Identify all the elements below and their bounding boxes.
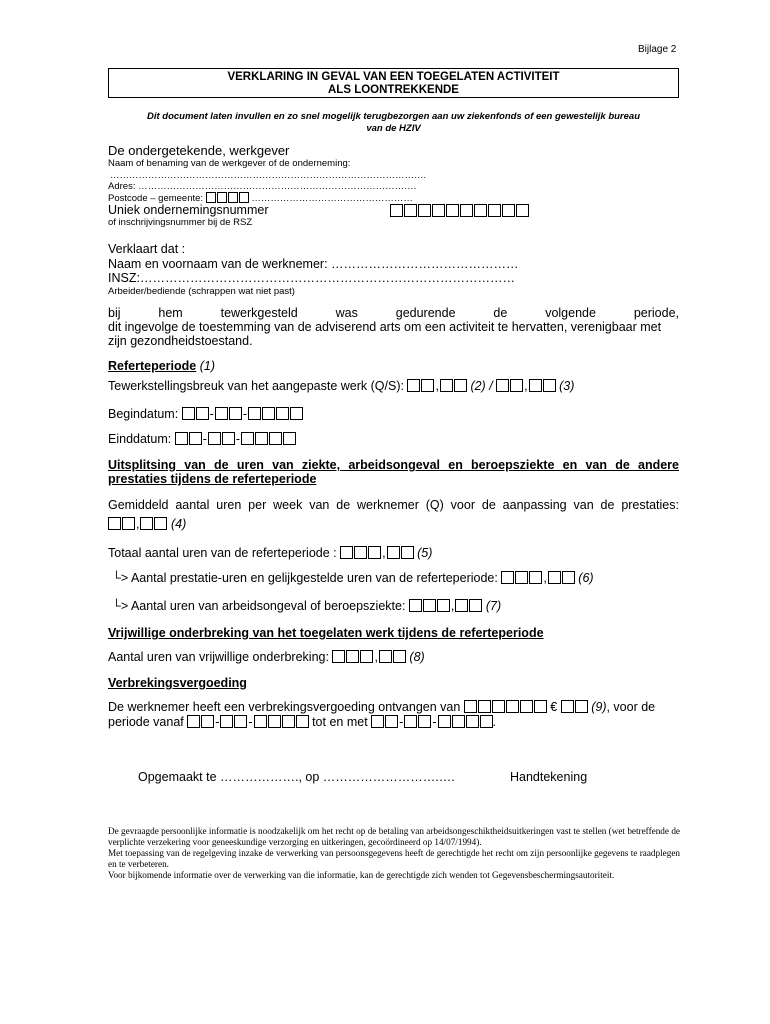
compensation-row-2: periode vanaf - - tot en met - - . <box>108 715 496 729</box>
compensation-line-end: , voor de <box>606 700 656 714</box>
end-date-label: Einddatum: <box>108 432 172 446</box>
breakdown-heading-line-1: Uitsplitsing van de uren van ziekte, arbeidsongeval en beroepsziekte en van de andere <box>108 458 679 472</box>
employer-name-field[interactable]: ………………………………………………………………………………………. <box>110 170 427 181</box>
title-line-1: VERKLARING IN GEVAL VAN EEN TOEGELATEN ACTIVITEIT <box>227 71 560 83</box>
period-from-month[interactable] <box>220 715 247 728</box>
voluntary-hours-row: Aantal uren van vrijwillige onderbreking: , (8) <box>108 650 425 664</box>
note-9: (9) <box>591 700 607 714</box>
work-fraction-row: Tewerkstellingsbreuk van het aangepaste werk (Q/S): , (2) / , (3) <box>108 379 575 393</box>
period-until-year[interactable] <box>438 715 493 728</box>
employer-heading: De ondergetekende, werkgever <box>108 143 290 158</box>
note-8: (8) <box>409 650 425 664</box>
q-boxes-int[interactable] <box>407 379 434 392</box>
footer-paragraph-3: Voor bijkomende informatie over de verwerking van die informatie, kan de gerechtigde zich wenden tot Gegevensbeschermingsautoriteit. <box>108 870 615 880</box>
annex-label: Bijlage 2 <box>638 44 677 55</box>
compensation-row-1 <box>108 700 655 714</box>
accident-hours-row: └> Aantal uren van arbeidsongeval of beroepsziekte: , (7) <box>112 599 502 613</box>
work-fraction-label: Tewerkstellingsbreuk van het aangepaste werk (Q/S): <box>108 379 404 393</box>
period-until-day[interactable] <box>371 715 398 728</box>
employer-address-field[interactable]: Adres: ……………………………………………………………………………. <box>108 181 417 192</box>
total-hours-row: Totaal aantal uren van de referteperiode : , (5) <box>108 546 433 560</box>
performance-hours-label: └> Aantal prestatie-uren en gelijkgestelde uren van de referteperiode: <box>112 571 498 585</box>
period-until-label: tot en met <box>312 715 368 729</box>
start-date-label: Begindatum: <box>108 407 179 421</box>
s-boxes-dec[interactable] <box>529 379 556 392</box>
note-4: (4) <box>170 517 187 531</box>
avg-hours-label: Gemiddeld aantal uren per week van de werknemer (Q) voor de aanpassing van de prestaties: <box>108 498 679 512</box>
performance-hours-int[interactable] <box>501 571 542 584</box>
insz-field[interactable]: INSZ:……………………………………………………………………………… <box>108 271 515 285</box>
signature-label: Handtekening <box>510 770 588 784</box>
note-7: (7) <box>485 599 502 613</box>
municipality-field[interactable]: …………………………………………… <box>251 193 413 205</box>
postcode-boxes[interactable] <box>206 192 249 203</box>
currency-symbol: € <box>550 700 558 714</box>
performance-hours-dec[interactable] <box>548 571 575 584</box>
title-line-2: ALS LOONTREKKENDE <box>328 84 459 96</box>
rsz-label: of inschrijvingsnummer bij de RSZ <box>108 217 253 228</box>
voluntary-hours-dec[interactable] <box>379 650 406 663</box>
end-date-day[interactable] <box>175 432 202 445</box>
footer-paragraph-2: Met toepassing van de regelgeving inzake de verwerking van persoonsgegevens heeft de gerechtigde het recht om zijn persoonlijke gegevens te raadplegen en te verbeteren. <box>108 848 680 869</box>
performance-hours-row: └> Aantal prestatie-uren en gelijkgestelde uren van de referteperiode: , (6) <box>112 571 594 585</box>
note-3: (3) <box>559 379 575 393</box>
made-at-field[interactable]: Opgemaakt te ………………., op ……………………….…. <box>138 770 455 784</box>
reference-period-note: (1) <box>199 359 215 373</box>
start-date-day[interactable] <box>182 407 209 420</box>
end-date-row: Einddatum: - - <box>108 432 296 446</box>
total-hours-int[interactable] <box>340 546 381 559</box>
avg-hours-dec[interactable] <box>140 517 167 530</box>
end-date-year[interactable] <box>241 432 296 445</box>
compensation-amount-int[interactable] <box>464 700 547 713</box>
avg-hours-int[interactable] <box>108 517 135 530</box>
enterprise-number-label: Uniek ondernemingsnummer <box>108 203 269 217</box>
intro-instructions <box>108 111 679 134</box>
privacy-footer <box>108 826 680 881</box>
s-boxes-int[interactable] <box>496 379 523 392</box>
start-date-year[interactable] <box>248 407 303 420</box>
postcode-label: Postcode – gemeente: <box>108 193 204 205</box>
note-5: (5) <box>417 546 433 560</box>
reference-period-heading-row <box>108 359 215 373</box>
note-2: (2) / <box>470 379 493 393</box>
start-date-row: Begindatum: - - <box>108 407 303 421</box>
total-hours-dec[interactable] <box>387 546 414 559</box>
declares-heading: Verklaart dat : <box>108 242 186 256</box>
compensation-amount-dec[interactable] <box>561 700 588 713</box>
worker-type-label: Arbeider/bediende (schrappen wat niet past) <box>108 286 295 297</box>
worker-name-field[interactable]: Naam en voornaam van de werknemer: ……………………………………… <box>108 257 519 271</box>
voluntary-heading: Vrijwillige onderbreking van het toegelaten werk tijdens de referteperiode <box>108 626 544 640</box>
q-boxes-dec[interactable] <box>440 379 467 392</box>
voluntary-hours-label: Aantal uren van vrijwillige onderbreking: <box>108 650 329 664</box>
intro-line-2: van de HZIV <box>366 122 421 134</box>
accident-hours-dec[interactable] <box>455 599 482 612</box>
period-end-dot: . <box>492 715 496 729</box>
employer-name-label: Naam of benaming van de werkgever of de onderneming: <box>108 158 351 169</box>
intro-line-1: Dit document laten invullen en zo snel mogelijk terugbezorgen aan uw ziekenfonds of een gewestelijk bureau <box>146 111 641 122</box>
enterprise-number-boxes[interactable] <box>390 203 529 221</box>
statement-line-3: zijn gezondheidstoestand. <box>108 334 253 348</box>
start-date-month[interactable] <box>215 407 242 420</box>
period-from-day[interactable] <box>187 715 214 728</box>
statement-line-2: dit ingevolge de toestemming van de adviserend arts om een activiteit te hervatten, verenigbaar met <box>108 320 662 334</box>
document-title <box>108 68 679 98</box>
accident-hours-int[interactable] <box>409 599 450 612</box>
statement-line-1: bij hem tewerkgesteld was gedurende de volgende periode, <box>108 306 679 320</box>
accident-hours-label: └> Aantal uren van arbeidsongeval of beroepsziekte: <box>112 599 406 613</box>
total-hours-label: Totaal aantal uren van de referteperiode : <box>108 546 337 560</box>
reference-period-heading: Referteperiode <box>108 359 197 373</box>
voluntary-hours-int[interactable] <box>332 650 373 663</box>
compensation-heading: Verbrekingsvergoeding <box>108 676 247 690</box>
compensation-label: De werknemer heeft een verbrekingsvergoeding ontvangen van <box>108 700 461 714</box>
end-date-month[interactable] <box>208 432 235 445</box>
period-until-month[interactable] <box>404 715 431 728</box>
period-from-year[interactable] <box>254 715 309 728</box>
footer-paragraph-1: De gevraagde persoonlijke informatie is noodzakelijk om het recht op de betaling van arbeidsongeschiktheidsuitkeringen vast te stellen (wet betreffende de verplichte verzekering voor geneeskundige verzorging en uitkeringen, gecoördineerd op 14/07/1994). <box>108 826 680 847</box>
breakdown-heading-line-2: prestaties tijdens de referteperiode <box>108 472 317 486</box>
note-6: (6) <box>578 571 594 585</box>
avg-hours-row: , (4) <box>108 517 186 531</box>
period-from-label: periode vanaf <box>108 715 184 729</box>
